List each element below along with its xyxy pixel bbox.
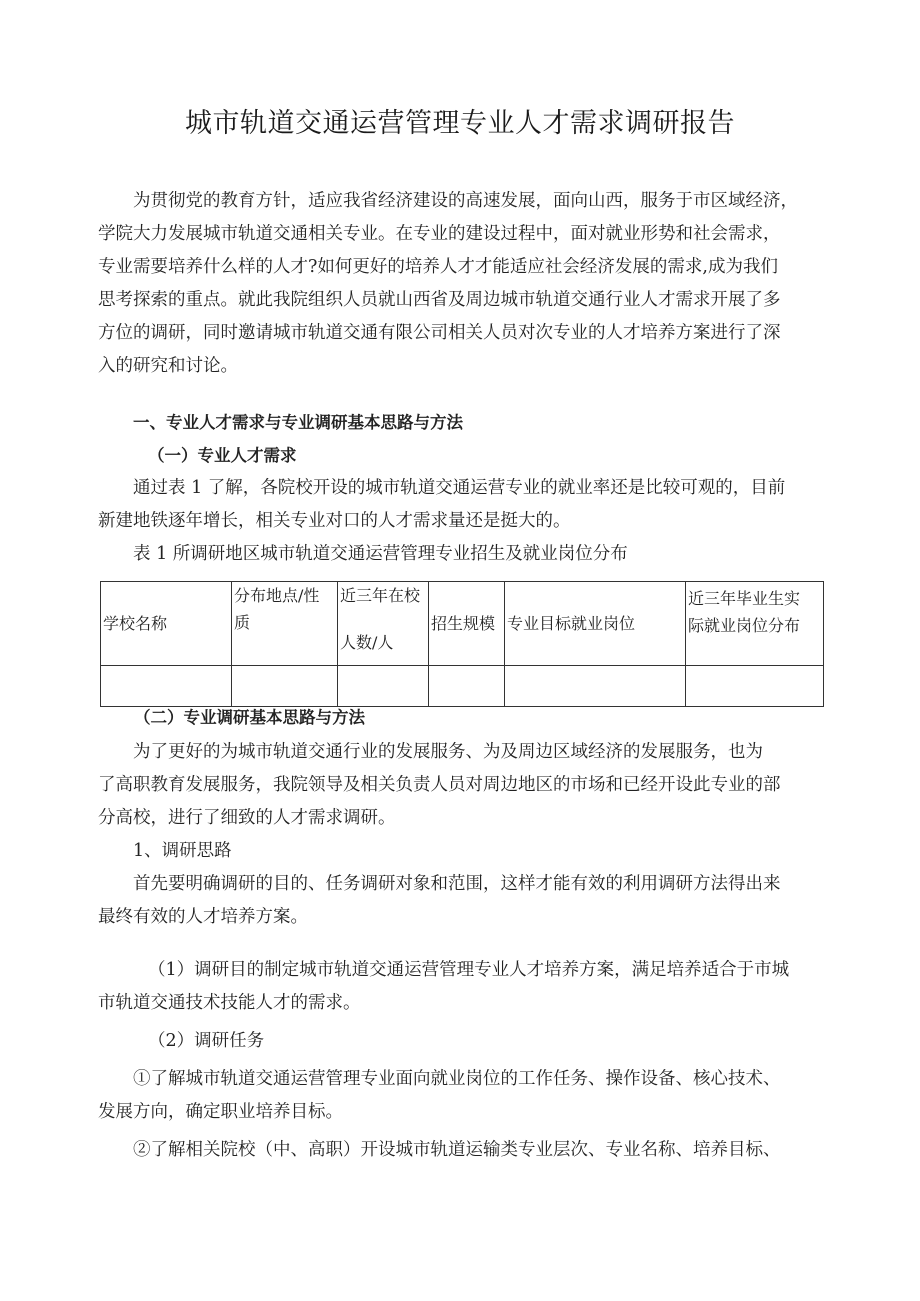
task-1 [98,1063,824,1129]
text-line: 新建地铁逐年增长，相关专业对口的人才需求量还是挺大的。 [98,511,571,531]
table-header-row [101,582,824,666]
text-line: ①了解城市轨道交通运营管理专业面向就业岗位的工作任务、操作设备、核心技术、 [133,1069,781,1089]
header-cell: 招生规模 [429,582,505,666]
text-line: 为了更好的为城市轨道交通行业的发展服务、为及周边区域经济的发展服务，也为 [133,742,763,762]
text-line: 了高职教育发展服务，我院领导及相关负责人员对周边地区的市场和已经开设此专业的部 [98,775,781,795]
table-caption: 表 1 所调研地区城市轨道交通运营管理专业招生及就业岗位分布 [133,544,628,564]
text-line: 最终有效的人才培养方案。 [98,907,308,927]
subsection-2-text [98,736,824,934]
distribution-table [100,581,824,707]
text-line: 分高校，进行了细致的人才需求调研。 [98,808,396,828]
text-line: （1）调研目的制定城市轨道交通运营管理专业人才培养方案，满足培养适合于市城 [148,960,790,980]
item-heading: 1、调研思路 [133,841,232,861]
text-line: 首先要明确调研的目的、任务调研对象和范围，这样才能有效的利用调研方法得出来 [133,874,781,894]
document-title: 城市轨道交通运营管理专业人才需求调研报告 [185,108,735,139]
subsection-heading: （二）专业调研基本思路与方法 [134,708,365,727]
text-line: 市轨道交通技术技能人才的需求。 [98,993,361,1013]
intro-paragraph [98,185,824,383]
text-line: 通过表 1 了解，各院校开设的城市轨道交通运营专业的就业率还是比较可观的，目前 [133,478,786,498]
header-cell: 近三年毕业生实 际就业岗位分布 [686,582,824,666]
subsection-2 [98,701,824,734]
text-line: 发展方向，确定职业培养目标。 [98,1102,343,1122]
text-line: 专业需要培养什么样的人才?如何更好的培养人才才能适应社会经济发展的需求,成为我们 [98,257,778,277]
text-line: 思考探索的重点。就此我院组织人员就山西省及周边城市轨道交通行业人才需求开展了多 [98,290,781,310]
text-line: 为贯彻党的教育方针，适应我省经济建设的高速发展，面向山西，服务于市区域经济， [133,191,798,211]
header-cell: 分布地点/性 质 [232,582,338,666]
point-2 [98,1025,824,1058]
subsection-heading: （一）专业人才需求 [148,446,297,465]
header-cell: 近三年在校 人数/人 [338,582,429,666]
header-cell: 专业目标就业岗位 [505,582,686,666]
text-line: 学院大力发展城市轨道交通相关专业。在专业的建设过程中，面对就业形势和社会需求， [98,224,781,244]
text-line: 方位的调研，同时邀请城市轨道交通有限公司相关人员对次专业的人才培养方案进行了深 [98,323,781,343]
task-2 [98,1134,824,1167]
header-cell: 学校名称 [101,582,232,666]
text-line: 入的研究和讨论。 [98,356,238,376]
section-1 [98,406,824,571]
section-heading: 一、专业人才需求与专业调研基本思路与方法 [133,413,463,432]
text-line: ②了解相关院校（中、高职）开设城市轨道运输类专业层次、专业名称、培养目标、 [133,1140,781,1160]
point-1 [98,954,824,1020]
point-heading: （2）调研任务 [148,1031,265,1051]
